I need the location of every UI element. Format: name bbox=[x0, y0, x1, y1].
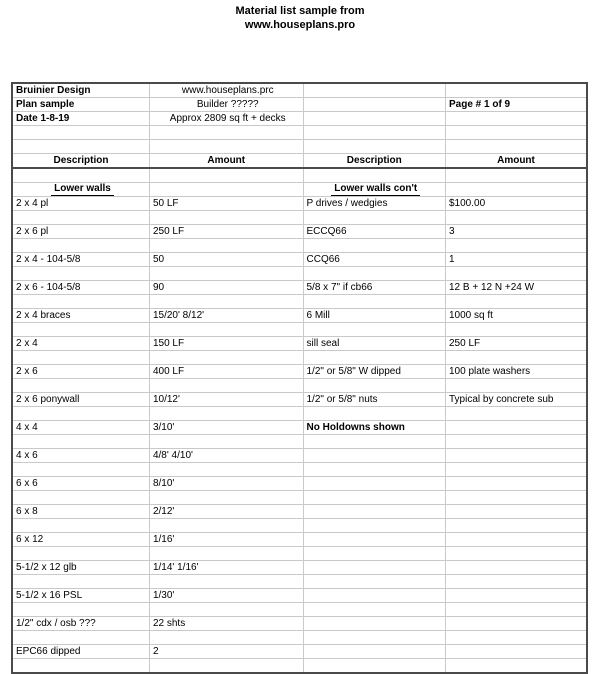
column-heading-amount-left: Amount bbox=[149, 154, 303, 169]
row-description-right bbox=[303, 645, 445, 659]
table-row bbox=[12, 477, 587, 491]
row-description-right bbox=[303, 505, 445, 519]
blank-cell bbox=[12, 168, 149, 183]
row-amount-right: 1 bbox=[445, 253, 587, 267]
blank-cell bbox=[303, 407, 445, 421]
row-amount-right bbox=[445, 645, 587, 659]
blank-cell bbox=[149, 295, 303, 309]
table-row bbox=[12, 589, 587, 603]
row-description-left: 2 x 4 braces bbox=[12, 309, 149, 323]
page-title bbox=[0, 0, 600, 32]
blank-cell bbox=[445, 323, 587, 337]
blank-cell bbox=[149, 631, 303, 645]
blank-cell bbox=[445, 140, 587, 154]
table-row bbox=[12, 281, 587, 295]
row-description-left: 4 x 6 bbox=[12, 449, 149, 463]
row-description-left: 2 x 4 - 104-5/8 bbox=[12, 253, 149, 267]
material-list-table bbox=[11, 82, 588, 674]
row-amount-left: 22 shts bbox=[149, 617, 303, 631]
sheet-row-spacer bbox=[12, 295, 587, 309]
material-list-sheet bbox=[11, 82, 588, 674]
blank-cell bbox=[149, 659, 303, 674]
blank-cell bbox=[445, 435, 587, 449]
table-row bbox=[12, 421, 587, 435]
sheet-row-column-headings bbox=[12, 154, 587, 169]
section-label-left-text: Lower walls bbox=[51, 183, 114, 196]
blank-cell bbox=[12, 239, 149, 253]
row-amount-left: 2 bbox=[149, 645, 303, 659]
blank-cell bbox=[445, 379, 587, 393]
sheet-row-spacer bbox=[12, 491, 587, 505]
sheet-row-plan bbox=[12, 98, 587, 112]
blank-cell bbox=[303, 126, 445, 140]
blank-cell bbox=[12, 351, 149, 365]
sheet-row-spacer bbox=[12, 140, 587, 154]
blank-cell bbox=[445, 603, 587, 617]
blank-cell bbox=[12, 491, 149, 505]
blank-cell bbox=[149, 463, 303, 477]
row-amount-left: 1/14' 1/16' bbox=[149, 561, 303, 575]
blank-cell bbox=[303, 575, 445, 589]
row-amount-left: 8/10' bbox=[149, 477, 303, 491]
blank-cell bbox=[303, 631, 445, 645]
sheet-row-spacer bbox=[12, 379, 587, 393]
blank-cell bbox=[303, 659, 445, 674]
row-amount-left: 4/8' 4/10' bbox=[149, 449, 303, 463]
row-amount-right bbox=[445, 477, 587, 491]
page-number-cell: Page # 1 of 9 bbox=[445, 98, 587, 112]
blank-cell bbox=[149, 267, 303, 281]
blank-cell bbox=[12, 547, 149, 561]
section-label-right bbox=[303, 183, 445, 197]
row-description-left: EPC66 dipped bbox=[12, 645, 149, 659]
row-description-left: 5-1/2 x 12 glb bbox=[12, 561, 149, 575]
column-heading-description-left: Description bbox=[12, 154, 149, 169]
table-row bbox=[12, 197, 587, 211]
blank-cell bbox=[149, 239, 303, 253]
blank-cell bbox=[445, 407, 587, 421]
blank-cell bbox=[12, 435, 149, 449]
blank-cell bbox=[12, 323, 149, 337]
section-label-left bbox=[12, 183, 149, 197]
blank-cell bbox=[12, 463, 149, 477]
sheet-row-spacer bbox=[12, 239, 587, 253]
row-amount-left: 250 LF bbox=[149, 225, 303, 239]
table-row bbox=[12, 645, 587, 659]
blank-cell bbox=[303, 239, 445, 253]
blank-cell bbox=[12, 407, 149, 421]
row-amount-left: 50 LF bbox=[149, 197, 303, 211]
sheet-row-spacer bbox=[12, 126, 587, 140]
blank-cell bbox=[303, 379, 445, 393]
row-amount-right: 3 bbox=[445, 225, 587, 239]
row-amount-right: 1000 sq ft bbox=[445, 309, 587, 323]
blank-cell bbox=[303, 463, 445, 477]
table-row bbox=[12, 561, 587, 575]
row-amount-left: 400 LF bbox=[149, 365, 303, 379]
row-description-right: P drives / wedgies bbox=[303, 197, 445, 211]
row-description-left: 6 x 12 bbox=[12, 533, 149, 547]
row-amount-right bbox=[445, 561, 587, 575]
sheet-row-spacer bbox=[12, 575, 587, 589]
table-row bbox=[12, 365, 587, 379]
blank-cell bbox=[303, 98, 445, 112]
row-description-right bbox=[303, 617, 445, 631]
sheet-row-company bbox=[12, 83, 587, 98]
blank-cell bbox=[12, 140, 149, 154]
sheet-row-spacer bbox=[12, 435, 587, 449]
table-row bbox=[12, 225, 587, 239]
row-amount-left: 90 bbox=[149, 281, 303, 295]
blank-cell bbox=[149, 435, 303, 449]
table-row bbox=[12, 253, 587, 267]
blank-cell bbox=[149, 126, 303, 140]
sheet-row-spacer bbox=[12, 659, 587, 674]
blank-cell bbox=[445, 211, 587, 225]
row-description-right: 1/2" or 5/8" nuts bbox=[303, 393, 445, 407]
table-row bbox=[12, 393, 587, 407]
row-description-right: sill seal bbox=[303, 337, 445, 351]
blank-cell bbox=[149, 603, 303, 617]
sheet-row-spacer bbox=[12, 463, 587, 477]
row-amount-left: 150 LF bbox=[149, 337, 303, 351]
blank-cell bbox=[149, 575, 303, 589]
blank-cell bbox=[12, 126, 149, 140]
row-amount-right bbox=[445, 449, 587, 463]
blank-cell bbox=[12, 295, 149, 309]
row-amount-right: 100 plate washers bbox=[445, 365, 587, 379]
row-amount-left: 1/30' bbox=[149, 589, 303, 603]
table-row bbox=[12, 309, 587, 323]
row-description-left: 6 x 6 bbox=[12, 477, 149, 491]
blank-cell bbox=[12, 659, 149, 674]
blank-cell bbox=[445, 112, 587, 126]
blank-cell bbox=[303, 168, 445, 183]
section-label-right-text: Lower walls con't bbox=[331, 183, 420, 196]
row-amount-right bbox=[445, 421, 587, 435]
row-description-right bbox=[303, 561, 445, 575]
sheet-row-spacer bbox=[12, 631, 587, 645]
row-amount-right: Typical by concrete sub bbox=[445, 393, 587, 407]
blank-cell bbox=[445, 575, 587, 589]
blank-cell bbox=[303, 351, 445, 365]
row-amount-right bbox=[445, 505, 587, 519]
table-row bbox=[12, 449, 587, 463]
blank-cell bbox=[149, 183, 303, 197]
row-description-left: 2 x 4 bbox=[12, 337, 149, 351]
blank-cell bbox=[303, 519, 445, 533]
row-description-right: 1/2" or 5/8" W dipped bbox=[303, 365, 445, 379]
blank-cell bbox=[303, 323, 445, 337]
blank-cell bbox=[303, 603, 445, 617]
blank-cell bbox=[445, 351, 587, 365]
blank-cell bbox=[149, 519, 303, 533]
sheet-row-spacer bbox=[12, 211, 587, 225]
page-title-line-2: www.houseplans.pro bbox=[244, 19, 356, 31]
row-description-right: CCQ66 bbox=[303, 253, 445, 267]
row-description-left: 2 x 6 - 104-5/8 bbox=[12, 281, 149, 295]
blank-cell bbox=[445, 83, 587, 98]
sheet-row-section-headings bbox=[12, 183, 587, 197]
blank-cell bbox=[445, 519, 587, 533]
plan-cell: Plan sample bbox=[12, 98, 149, 112]
table-row bbox=[12, 533, 587, 547]
blank-cell bbox=[445, 183, 587, 197]
company-cell: Bruinier Design bbox=[12, 83, 149, 98]
sheet-row-spacer bbox=[12, 323, 587, 337]
row-amount-right: 250 LF bbox=[445, 337, 587, 351]
builder-cell: Builder ????? bbox=[149, 98, 303, 112]
blank-cell bbox=[303, 140, 445, 154]
sheet-row-spacer bbox=[12, 168, 587, 183]
blank-cell bbox=[149, 140, 303, 154]
blank-cell bbox=[303, 112, 445, 126]
blank-cell bbox=[303, 491, 445, 505]
row-description-right bbox=[303, 589, 445, 603]
blank-cell bbox=[12, 211, 149, 225]
blank-cell bbox=[303, 211, 445, 225]
blank-cell bbox=[303, 295, 445, 309]
sheet-row-date bbox=[12, 112, 587, 126]
row-description-left: 1/2" cdx / osb ??? bbox=[12, 617, 149, 631]
blank-cell bbox=[445, 491, 587, 505]
row-description-left: 5-1/2 x 16 PSL bbox=[12, 589, 149, 603]
blank-cell bbox=[149, 351, 303, 365]
row-description-left: 6 x 8 bbox=[12, 505, 149, 519]
blank-cell bbox=[149, 211, 303, 225]
blank-cell bbox=[445, 463, 587, 477]
blank-cell bbox=[149, 407, 303, 421]
website-cell: www.houseplans.prc bbox=[149, 83, 303, 98]
row-amount-right bbox=[445, 589, 587, 603]
row-description-left: 2 x 6 pl bbox=[12, 225, 149, 239]
row-amount-left: 15/20' 8/12' bbox=[149, 309, 303, 323]
blank-cell bbox=[445, 631, 587, 645]
blank-cell bbox=[445, 168, 587, 183]
row-description-left: 2 x 6 bbox=[12, 365, 149, 379]
table-row bbox=[12, 505, 587, 519]
blank-cell bbox=[445, 547, 587, 561]
blank-cell bbox=[12, 267, 149, 281]
sheet-row-spacer bbox=[12, 351, 587, 365]
blank-cell bbox=[445, 295, 587, 309]
blank-cell bbox=[149, 168, 303, 183]
row-amount-right bbox=[445, 617, 587, 631]
blank-cell bbox=[445, 267, 587, 281]
blank-cell bbox=[12, 379, 149, 393]
date-cell: Date 1-8-19 bbox=[12, 112, 149, 126]
sheet-row-spacer bbox=[12, 407, 587, 421]
blank-cell bbox=[303, 547, 445, 561]
row-description-right: 6 Mill bbox=[303, 309, 445, 323]
row-amount-right bbox=[445, 533, 587, 547]
row-description-right bbox=[303, 533, 445, 547]
row-description-left: 2 x 4 pl bbox=[12, 197, 149, 211]
blank-cell bbox=[12, 603, 149, 617]
blank-cell bbox=[303, 267, 445, 281]
row-description-left: 4 x 4 bbox=[12, 421, 149, 435]
blank-cell bbox=[445, 126, 587, 140]
row-description-right bbox=[303, 477, 445, 491]
row-amount-left: 50 bbox=[149, 253, 303, 267]
row-description-right: No Holdowns shown bbox=[303, 421, 445, 435]
blank-cell bbox=[149, 323, 303, 337]
row-amount-left: 3/10' bbox=[149, 421, 303, 435]
area-cell: Approx 2809 sq ft + decks bbox=[149, 112, 303, 126]
blank-cell bbox=[149, 491, 303, 505]
row-amount-left: 2/12' bbox=[149, 505, 303, 519]
blank-cell bbox=[149, 547, 303, 561]
blank-cell bbox=[445, 659, 587, 674]
column-heading-amount-right: Amount bbox=[445, 154, 587, 169]
table-row bbox=[12, 617, 587, 631]
row-description-right bbox=[303, 449, 445, 463]
row-description-left: 2 x 6 ponywall bbox=[12, 393, 149, 407]
blank-cell bbox=[149, 379, 303, 393]
sheet-row-spacer bbox=[12, 603, 587, 617]
row-amount-left: 10/12' bbox=[149, 393, 303, 407]
blank-cell bbox=[303, 83, 445, 98]
blank-cell bbox=[12, 575, 149, 589]
blank-cell bbox=[12, 519, 149, 533]
row-amount-left: 1/16' bbox=[149, 533, 303, 547]
row-amount-right: $100.00 bbox=[445, 197, 587, 211]
blank-cell bbox=[445, 239, 587, 253]
table-row bbox=[12, 337, 587, 351]
sheet-row-spacer bbox=[12, 547, 587, 561]
sheet-row-spacer bbox=[12, 267, 587, 281]
page-title-line-1: Material list sample from bbox=[235, 5, 365, 17]
column-heading-description-right: Description bbox=[303, 154, 445, 169]
row-description-right: 5/8 x 7" if cb66 bbox=[303, 281, 445, 295]
blank-cell bbox=[303, 435, 445, 449]
row-description-right: ECCQ66 bbox=[303, 225, 445, 239]
row-amount-right: 12 B + 12 N +24 W bbox=[445, 281, 587, 295]
sheet-row-spacer bbox=[12, 519, 587, 533]
blank-cell bbox=[12, 631, 149, 645]
